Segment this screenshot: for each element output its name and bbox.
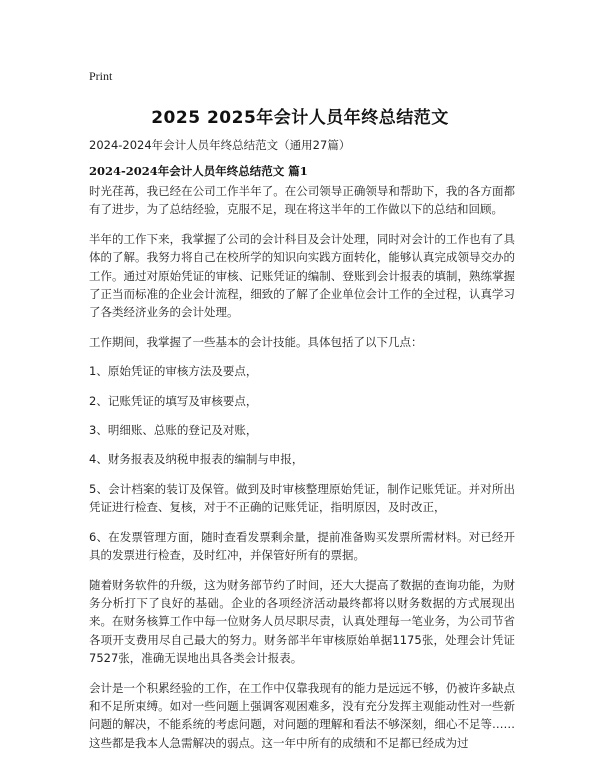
list-item-6: 6、在发票管理方面，随时查看发票剩余量，提前准备购买发票所需材料。对已经开具的发票进行检查，及时红冲，并保管好所有的票据。 bbox=[89, 529, 515, 563]
list-item-4: 4、财务报表及纳税申报表的编制与申报， bbox=[89, 452, 304, 467]
document-title: 2025 2025年会计人员年终总结范文 bbox=[151, 108, 449, 128]
list-item-5: 5、会计档案的装订及保管。做到及时审核整理原始凭证，制作记账凭证。并对所出凭证进行检查、复核，对于不正确的记账凭证，指明原因，及时改正， bbox=[89, 481, 515, 515]
paragraph-1: 时光荏苒，我已经在公司工作半年了。在公司领导正确领导和帮助下，我的各方面都有了进步，为了总结经验，克服不足，现在将这半年的工作做以下的总结和回顾。 bbox=[89, 184, 515, 217]
paragraph-10: 随着财务软件的升级，这为财务部节约了时间，还大大提高了数据的查询功能，为财务分析打下了良好的基础。企业的各项经济活动最终都将以财务数据的方式展现出来。在财务核算工作中每一位财务人员尽职尽责，认真处理每一笔业务，为公司节省各项开支费用尽自己最大的努力。财务部半年审核原始单据1175张，处理会计凭证7527张，准确无误地出具各类会计报表。 bbox=[89, 577, 515, 666]
paragraph-2: 半年的工作下来，我掌握了公司的会计科目及会计处理，同时对会计的工作也有了具体的了解。我努力将自己在校所学的知识向实践方面转化，能够认真完成领导交办的工作。通过对原始凭证的审核、记账凭证的编制、登账到会计报表的填制，熟练掌握了正当而标准的企业会计流程，细致的了解了企业单位会计工作的全过程，认真学习了各类经济业务的会计处理。 bbox=[89, 231, 515, 320]
section-heading: 2024-2024年会计人员年终总结范文 篇1 bbox=[89, 164, 308, 178]
print-link[interactable]: Print bbox=[89, 69, 113, 83]
article-body bbox=[89, 182, 515, 763]
document-subtitle: 2024-2024年会计人员年终总结范文（通用27篇） bbox=[89, 138, 351, 152]
list-item-3: 3、明细账、总账的登记及对账， bbox=[89, 423, 258, 438]
paragraph-3: 工作期间，我掌握了一些基本的会计技能。具体包括了以下几点： bbox=[89, 334, 423, 349]
list-item-1: 1、原始凭证的审核方法及要点， bbox=[89, 364, 258, 379]
paragraph-11: 会计是一个积累经验的工作，在工作中仅靠我现有的能力是远远不够，仍被许多缺点和不足所束缚。如对一些问题上强调客观困难多，没有充分发挥主观能动性对一些新问题的解决，不能系统的考虑问题，对问题的理解和看法不够深刻，细心不足等……这些都是我本人急需解决的弱点。这一年中所有的成绩和不足都已经成为过 bbox=[89, 680, 515, 750]
list-item-2: 2、记账凭证的填写及审核要点， bbox=[89, 393, 258, 408]
